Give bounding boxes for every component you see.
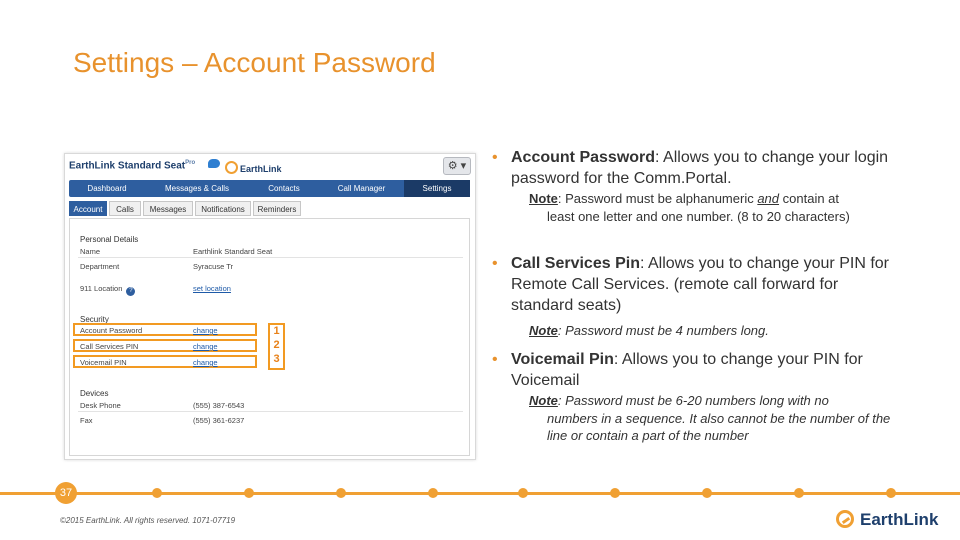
department-label: Department	[80, 262, 120, 271]
page-number: 37	[55, 482, 77, 504]
note-label: Note	[529, 393, 558, 408]
timeline-dot	[702, 488, 712, 498]
name-label: Name	[80, 247, 101, 256]
bullet-title: Account Password	[511, 149, 656, 166]
bullet-call-services-pin	[492, 253, 902, 316]
timeline-dot	[794, 488, 804, 498]
tab-account[interactable]: Account	[69, 201, 107, 216]
seat-superscript: Pro	[185, 160, 196, 166]
bullet-title: Voicemail Pin	[511, 351, 614, 368]
tab-reminders[interactable]: Reminders	[253, 201, 301, 216]
help-icon[interactable]: ?	[126, 287, 135, 296]
voicemail-pin-change-link[interactable]: change	[193, 358, 218, 367]
portal-screenshot	[64, 153, 476, 460]
divider	[78, 411, 463, 412]
account-password-change-link[interactable]: change	[193, 326, 218, 335]
nav-settings[interactable]: Settings	[404, 180, 470, 197]
swirl-icon	[836, 510, 854, 528]
chat-bubble-icon[interactable]	[208, 159, 220, 168]
seat-title: EarthLink Standard Seat$^{Pro}$	[69, 160, 196, 172]
bullet-text: : Allows you to change your login password for the Comm.Portal.	[511, 149, 889, 187]
call-services-pin-change-link[interactable]: change	[193, 342, 218, 351]
department-value: Syracuse Tr	[193, 262, 234, 271]
devices-heading: Devices	[80, 389, 109, 398]
note-label: Note	[529, 191, 558, 206]
portal-header	[65, 154, 475, 179]
bullet-dot: •	[492, 351, 498, 368]
bullet-text: : Allows you to change your PIN for Voicemail	[511, 351, 863, 389]
timeline-dot	[428, 488, 438, 498]
timeline-dot	[518, 488, 528, 498]
timeline-dot	[886, 488, 896, 498]
tab-messages[interactable]: Messages	[143, 201, 193, 216]
note-emphasis: and	[757, 191, 780, 206]
nav-call-manager[interactable]: Call Manager	[337, 184, 386, 193]
swirl-icon	[225, 161, 238, 174]
desk-phone-value: (555) 387-6543	[193, 401, 245, 410]
bullet-dot: •	[492, 149, 498, 166]
timeline-dot	[152, 488, 162, 498]
bullet-account-password	[492, 147, 902, 189]
note-continuation: numbers in a sequence. It also cannot be the number of the line or contain a part of the number	[547, 410, 891, 443]
footer-copyright: ©2015 EarthLink. All rights reserved. 1071-07719	[60, 516, 236, 525]
security-heading: Security	[80, 315, 109, 324]
bullet-title: Call Services Pin	[511, 255, 640, 272]
note-voicemail-pin: Note: Password must be 6-20 numbers long with no numbers in a sequence. It also cannot be the number of the line or contain a part of the number	[529, 392, 899, 445]
timeline-dot	[336, 488, 346, 498]
timeline-bar	[0, 492, 960, 495]
bullet-voicemail-pin	[492, 349, 902, 391]
fax-value: (555) 361-6237	[193, 416, 245, 425]
nav-dashboard[interactable]: Dashboard	[87, 184, 127, 193]
portal-brand-logo: EarthLink	[225, 161, 282, 174]
nav-messages-calls[interactable]: Messages & Calls	[164, 184, 230, 193]
timeline-dot	[244, 488, 254, 498]
personal-details-heading: Personal Details	[80, 235, 139, 244]
settings-gear-button[interactable]: ⚙ ▾	[443, 157, 471, 175]
callout-number-1: 1	[273, 325, 280, 337]
tab-notifications[interactable]: Notifications	[195, 201, 251, 216]
callout-numbers	[268, 323, 285, 370]
slide-title: Settings – Account Password	[73, 47, 436, 78]
callout-number-2: 2	[273, 339, 280, 351]
nav-contacts[interactable]: Contacts	[268, 184, 300, 193]
note-call-services-pin: Note: Password must be 4 numbers long.	[529, 323, 769, 338]
name-value: Earthlink Standard Seat	[193, 247, 273, 256]
account-password-label: Account Password	[80, 326, 143, 335]
main-nav	[69, 180, 470, 197]
set-location-link[interactable]: set location	[193, 284, 231, 293]
note-account-password: Note: Password must be alphanumeric and contain at least one letter and one number. (8 to 20 characters)	[529, 190, 899, 225]
call-services-pin-label: Call Services PIN	[80, 342, 139, 351]
note-continuation: least one letter and one number. (8 to 20 characters)	[547, 208, 850, 224]
bullet-text: : Allows you to change your PIN for Remote Call Services. (remote call forward for standard seats)	[511, 255, 889, 314]
divider	[78, 257, 463, 258]
note-label: Note	[529, 323, 558, 338]
tab-calls[interactable]: Calls	[109, 201, 141, 216]
timeline-dot	[610, 488, 620, 498]
location-label: 911 Location ?	[80, 284, 135, 296]
fax-label: Fax	[80, 416, 93, 425]
callout-number-3: 3	[273, 353, 280, 365]
bullet-dot: •	[492, 255, 498, 272]
desk-phone-label: Desk Phone	[80, 401, 121, 410]
voicemail-pin-label: Voicemail PIN	[80, 358, 127, 367]
